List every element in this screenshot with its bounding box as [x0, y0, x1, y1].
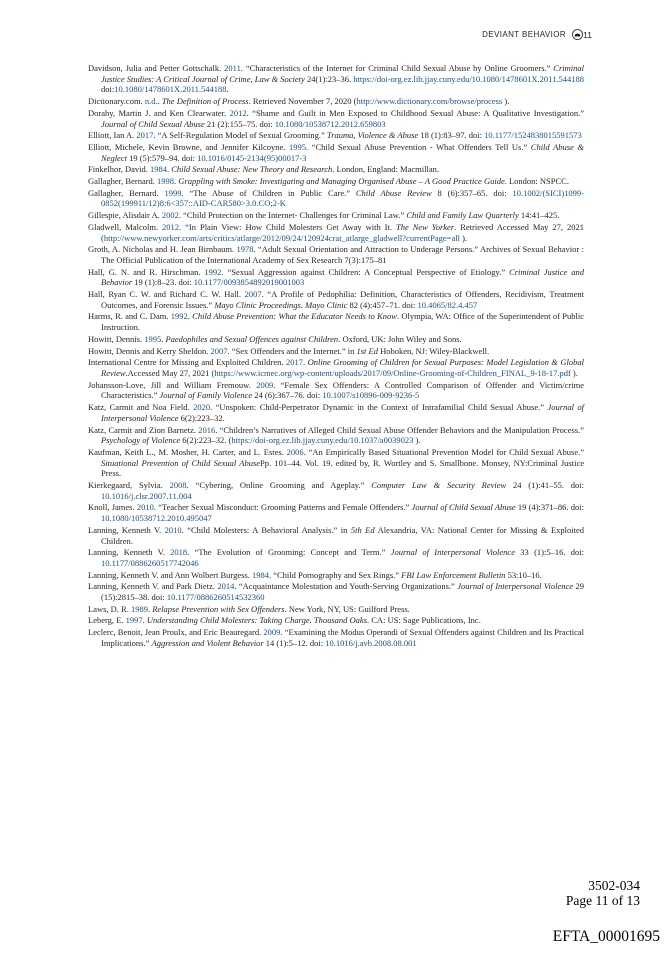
reference-authors: Knoll, James. [88, 502, 137, 513]
reference-text: .Accessed May 27, 2021 ( [125, 367, 215, 378]
journal-title: DEVIANT BEHAVIOR [482, 30, 566, 39]
reference-entry [88, 188, 584, 209]
reference-year-link[interactable]: 1997 [125, 615, 143, 626]
reference-text: . “Characteristics of the Internet for Criminal Child Sexual Abuse by Online Groomers.” [240, 63, 554, 73]
reference-source: Computer Law & Security Review [371, 480, 507, 491]
reference-source: Child Abuse & Neglect [101, 141, 585, 163]
reference-text: . “A Self-Regulation Model of Sexual Grooming.” [153, 130, 327, 141]
reference-link[interactable]: 10.1177/1524838015591573 [484, 130, 582, 141]
reference-text: . “Acquaintance Molestation and Youth-Serving Organizations.” [234, 581, 458, 592]
reference-year-link[interactable]: n.d. [144, 96, 158, 107]
reference-link[interactable]: 10.1016/0145-2134(95)00017-3 [197, 152, 307, 163]
reference-source: Journal of Child Sexual Abuse [101, 118, 205, 129]
reference-source: The Definition of Process [161, 96, 249, 107]
reference-text: 18 (1):83–97. doi: [418, 130, 485, 141]
reference-source: Situational Prevention of Child Sexual Abuse [101, 457, 261, 468]
reference-text: . “Cybering, Online Grooming and Ageplay.” [186, 480, 372, 491]
reference-text: 19 (1):8–23. doi: [132, 277, 194, 288]
reference-text: 53:10–16. [505, 569, 542, 580]
reference-text: . “The Abuse of Children in Public Care.” [181, 187, 356, 198]
reference-entry [88, 615, 584, 626]
reference-text: 24 (1):41–55. doi: [506, 480, 585, 491]
reference-text: . “Child Molesters: A Behavioral Analysis.” in [181, 524, 351, 535]
reference-source: Journal of Interpersonal Violence [457, 581, 574, 592]
reference-source: Trauma, Violence & Abuse [326, 130, 419, 141]
reference-text: . CA: US: Sage Publications, Inc. [367, 615, 481, 626]
reference-entry [88, 222, 584, 243]
reference-entry [88, 581, 584, 602]
reference-authors: International Centre for Missing and Exploited Children. [88, 357, 286, 368]
reference-link[interactable]: 10.1007/s10896-009-9236-5 [322, 390, 420, 401]
reference-text: . “Child Sexual Abuse Prevention - What Offenders Tell Us.” [306, 141, 531, 152]
reference-entry [88, 311, 584, 332]
reference-text: 6(2):223–32. [178, 412, 225, 423]
reference-entry [88, 425, 584, 446]
reference-text: 21 (2):155–75. doi: [204, 118, 275, 129]
reference-text: . [303, 357, 308, 368]
reference-year-link[interactable]: 2012 [229, 107, 247, 118]
reference-source: Paedophiles and Sexual Offences against Children [165, 333, 339, 344]
reference-link[interactable]: https://www.icmec.org/wp-content/uploads/2017/09/Online-Grooming-of-Children_FINAL_9-18-17.pdf [214, 367, 571, 378]
reference-authors: Elliott, Ian A. [88, 130, 137, 141]
reference-text: . [174, 176, 179, 187]
reference-text: . Retrieved November 7, 2020 ( [248, 96, 357, 107]
reference-source: Mayo Clinic Proceedings. Mayo Clinic [214, 299, 348, 310]
reference-year-link[interactable]: 1995 [289, 141, 306, 152]
reference-year-link[interactable]: 2007 [210, 345, 228, 356]
reference-text: Pp. 101–44. Vol. 19. edited by, R. Wortley and S. Smallbone. Monsey, NY:Criminal Justice Press. [101, 457, 584, 479]
reference-source: 1st Ed [356, 345, 378, 356]
reference-source: Child Abuse Prevention: What the Educator Needs to Know [192, 311, 397, 322]
reference-year-link[interactable]: 2007 [244, 289, 262, 300]
reference-text: . New York, NY, US: Guilford Press. [284, 603, 410, 614]
reference-year-link[interactable]: 1992 [170, 311, 188, 322]
reference-authors: Lanning, Kenneth V. and Park Dietz. [88, 581, 218, 592]
reference-authors: Kierkegaard, Sylvia. [88, 480, 170, 491]
reference-text: 24(1):23–36. [304, 73, 354, 84]
reference-authors: Hall, G. N. and R. Hirschman. [88, 266, 205, 277]
reference-authors: Finkelhor, David. [88, 164, 150, 175]
reference-text: . [167, 164, 172, 175]
page-footer [566, 878, 640, 908]
reference-authors: Harms, R. and C. Dam. [88, 311, 171, 322]
reference-text: . [226, 84, 229, 95]
reference-authors: Katz, Carmit and Zion Barnetz. [88, 424, 199, 435]
page-label: Page 11 of 13 [565, 893, 640, 908]
reference-authors: Lanning, Kenneth V. and Ann Wolbert Burgess. [88, 569, 252, 580]
reference-year-link[interactable]: 1984 [251, 569, 269, 580]
reference-text: . “Examining the Modus Operandi of Sexual Offenders against Children and Its Practical Implications.” [101, 627, 585, 648]
reference-entry [88, 380, 584, 401]
reference-authors: Gillespie, Alisdair A. [88, 210, 162, 221]
reference-text: 24 (6):367–76. doi: [252, 390, 323, 401]
reference-entry [88, 164, 584, 175]
reference-link[interactable]: 10.1016/j.clsr.2007.11.004 [101, 490, 192, 501]
reference-source: 5th Ed [350, 524, 375, 535]
reference-text: . [147, 603, 153, 614]
reference-year-link[interactable]: 1989 [130, 603, 148, 614]
reference-text: ). [459, 232, 468, 243]
reference-source: FBI Law Enforcement Bulletin [401, 569, 506, 580]
reference-year-link[interactable]: 2010 [136, 502, 154, 513]
reference-year-link[interactable]: 1998 [157, 176, 175, 187]
reference-text: . “The Evolution of Grooming: Concept and Term.” [187, 547, 391, 558]
reference-year-link[interactable]: 2012 [162, 221, 180, 232]
reference-year-link[interactable]: 2018 [170, 547, 188, 558]
reference-authors: Gladwell, Malcolm. [88, 221, 163, 232]
reference-source: Journal of Interpersonal Violence [101, 402, 584, 423]
reference-text: ). [502, 96, 510, 107]
reference-link[interactable]: 10.1177/0093854892019001003 [193, 277, 305, 288]
reference-authors: Johansson-Love, Jill and William Fremouw. [88, 379, 257, 390]
reference-entry [88, 267, 584, 288]
reference-year-link[interactable]: 2017 [286, 357, 303, 368]
reference-text: . “Sex Offenders and the Internet.” in [227, 345, 357, 356]
reference-authors: Kaufman, Keith L., M. Mosher, H. Carter, and L. Estes. [88, 446, 287, 457]
reference-entry [88, 480, 584, 501]
reference-year-link[interactable]: 2009 [263, 627, 281, 638]
reference-year-link[interactable]: 2016 [198, 424, 216, 435]
reference-authors: Hall, Ryan C. W. and Richard C. W. Hall. [88, 289, 245, 300]
reference-text: 6(2):223–32. ( [180, 435, 232, 446]
reference-text: doi: [101, 84, 115, 95]
reference-source: Child Sexual Abuse: New Theory and Research [171, 164, 333, 175]
reference-year-link[interactable]: 1995 [144, 333, 162, 344]
reference-text: . [161, 333, 166, 344]
reference-entry [88, 570, 584, 581]
reference-text: . London: NSPCC. [504, 176, 569, 187]
reference-year-link[interactable]: 2011 [224, 63, 241, 73]
reference-year-link[interactable]: 2010 [164, 524, 182, 535]
reference-text: 14:41–425. [518, 210, 560, 221]
reference-source: Journal of Family Violence [159, 390, 253, 401]
reference-source: The New Yorker [395, 221, 455, 232]
reference-authors: Howitt, Dennis. [88, 333, 145, 344]
reference-text: Alexandria, VA: National Center for Missing & Exploited Children. [101, 524, 584, 546]
reference-entry [88, 547, 584, 568]
reference-entry [88, 447, 584, 479]
reference-entry [88, 289, 584, 310]
reference-authors: Gallagher, Bernard. [88, 176, 158, 187]
reference-text: . “A Profile of Pedophilia: Definition, Characteristics of Offenders, Recidivism, Treatment Outcomes, and Forensic Issues.” [101, 289, 584, 310]
reference-text: 19 (5):579–94. doi: [126, 152, 198, 163]
reference-link[interactable]: 10.1016/j.avb.2008.08.001 [325, 637, 417, 648]
reference-entry [88, 63, 584, 95]
reference-entry [88, 402, 584, 423]
bates-number: EFTA_00001695 [552, 928, 660, 945]
reference-entry [88, 210, 584, 221]
reference-entry [88, 604, 584, 615]
reference-text: . “Adult Sexual Orientation and Attraction to Underage Persons.” Archives of Sexual Behavior : The Official Publication of the International Academy of Sex Research 7(3):175–81 [101, 244, 584, 265]
reference-year-link[interactable]: 2017 [136, 130, 154, 141]
reference-text: . “Unspoken: Child-Perpetrator Dynamic in the Context of Intrafamilial Child Sexual Abuse.” [210, 402, 548, 413]
reference-text: Hoboken, NJ: Wiley-Blackwell. [377, 345, 490, 356]
reference-text: . [142, 615, 147, 626]
reference-link[interactable]: 10.1080/10538712.2012.659803 [274, 118, 386, 129]
reference-text: . “Sexual Aggression against Children: A Conceptual Perspective of Etiology.” [221, 266, 510, 277]
page-number: 11 [583, 30, 592, 40]
reference-text: . Oxford, UK: John Wiley and Sons. [338, 333, 462, 344]
reference-list [88, 63, 584, 650]
reference-link[interactable]: http://www.dictionary.com/browse/process [356, 96, 503, 107]
reference-text: . “In Plain View: How Child Molesters Get Away with It. [179, 221, 396, 232]
reference-link[interactable]: 10.1177/0886260514532360 [166, 592, 265, 603]
reference-authors: Lanning, Kenneth V. [88, 524, 165, 535]
reference-text: . [157, 96, 162, 107]
reference-text: 82 (4):457–71. doi: [347, 299, 418, 310]
reference-link[interactable]: http://www.newyorker.com/arts/critics/atlarge/2012/09/24/120924crat_atlarge_gladwell?currentPage=all [103, 232, 460, 243]
running-header [0, 30, 672, 46]
reference-text: . “An Empirically Based Situational Prevention Model for Child Sexual Abuse.” [303, 446, 584, 457]
reference-authors: Dorahy, Martin J. and Ken Clearwater. [88, 107, 230, 118]
reference-link[interactable]: 10.1177/0886260517742046 [101, 557, 199, 568]
reference-text: ). [413, 435, 421, 446]
reference-entry [88, 525, 584, 546]
reference-source: Criminal Justice and Behavior [101, 266, 584, 288]
reference-authors: Davidson, Julia and Petter Gottschalk. [88, 63, 225, 73]
reference-text: . “Child Protection on the Internet- Challenges for Criminal Law.” [178, 210, 407, 221]
reference-text: 33 (1):5–16. doi: [514, 547, 584, 558]
reference-source: Criminal Justice Studies: A Critical Journal of Crime, Law & Society [101, 63, 584, 84]
document-code: 3502-034 [588, 878, 640, 893]
reference-year-link[interactable]: 2014 [217, 581, 235, 592]
reference-entry [88, 142, 584, 163]
reference-link[interactable]: https://doi-org.ez.lib.jjay.cuny.edu/10.1037/a0039023 [231, 435, 414, 446]
reference-entry [88, 96, 584, 107]
reference-text: ). [570, 367, 578, 378]
reference-source: Child and Family Law Quarterly [406, 210, 519, 221]
reference-link[interactable]: 10.4065/82.4.457 [417, 299, 478, 310]
reference-entry [88, 627, 584, 648]
reference-text: . [187, 311, 193, 322]
reference-year-link[interactable]: 2006 [286, 446, 304, 457]
reference-authors: Leberg, E. [88, 615, 126, 626]
reference-year-link[interactable]: 1978 [236, 244, 254, 255]
publisher-logo-icon [572, 29, 583, 40]
reference-entry [88, 130, 584, 141]
reference-source: Grappling with Smoke: Investigating and Managing Organised Abuse – A Good Practice Guide [178, 176, 505, 187]
reference-authors: Laws, D. R. [88, 603, 131, 614]
reference-authors: Dictionary.com. [88, 96, 145, 107]
reference-authors: Howitt, Dennis and Kerry Sheldon. [88, 345, 211, 356]
reference-year-link[interactable]: 2002 [161, 210, 179, 221]
reference-link[interactable]: 10.1080/10538712.2010.495047 [101, 513, 212, 524]
reference-text: 8 (6):357–65. doi: [431, 187, 513, 198]
reference-year-link[interactable]: 2020 [193, 402, 211, 413]
reference-link[interactable]: 10.1002/(SICI)1099-0852(199911/12)8:6<357::AID-CAR580>3.0.CO;2-K [101, 187, 584, 209]
reference-entry [88, 244, 584, 265]
reference-year-link[interactable]: 2009 [256, 379, 274, 390]
reference-authors: Groth, A. Nicholas and H. Jean Birnbaum. [88, 244, 237, 255]
reference-entry [88, 346, 584, 357]
reference-text: . “Female Sex Offenders: A Controlled Comparison of Offender and Victim/crime Characteristics.” [101, 379, 585, 401]
reference-entry [88, 334, 584, 345]
reference-source: Psychology of Violence [101, 435, 181, 446]
reference-year-link[interactable]: 1992 [204, 266, 222, 277]
reference-entry [88, 357, 584, 378]
reference-source: Aggression and Violent Behavior [151, 637, 264, 648]
reference-source: Child Abuse Review [355, 187, 432, 198]
reference-text: 14 (1):5–12. doi: [263, 637, 326, 648]
reference-text: . London, England: Macmillan. [332, 164, 439, 175]
reference-entry [88, 502, 584, 523]
reference-link[interactable]: https://doi-org.ez.lib.jjay.cuny.edu/10.1080/1478601X.2011.544188 [353, 73, 584, 84]
reference-authors: Lanning, Kenneth V. [88, 547, 171, 558]
reference-source: Journal of Child Sexual Abuse [411, 502, 516, 513]
reference-authors: Katz, Carmit and Noa Field. [88, 402, 194, 413]
reference-source: Relapse Prevention with Sex Offenders [152, 603, 285, 614]
reference-authors: Gallagher, Bernard. [88, 187, 165, 198]
reference-text: . Retrieved Accessed May 27, 2021 ( [101, 221, 584, 243]
reference-year-link[interactable]: 1999 [164, 187, 182, 198]
reference-authors: Elliott, Michele, Kevin Browne, and Jennifer Kilcoyne. [88, 141, 289, 152]
reference-text: . “Child Pornography and Sex Rings.” [268, 569, 402, 580]
reference-text: 19 (4):371–86. doi: [515, 502, 584, 513]
reference-text: . Olympia, WA: Office of the Superintendent of Public Instruction. [101, 311, 584, 333]
reference-source: Understanding Child Molesters: Taking Charge. Thousand Oaks [146, 615, 368, 626]
reference-text: . “Children’s Narratives of Alleged Child Sexual Abuse Offender Behaviors and the Manipulation Process.” [215, 424, 584, 435]
reference-source: Online Grooming of Children for Sexual Purposes: Model Legislation & Global Review [101, 357, 585, 378]
reference-entry [88, 176, 584, 187]
reference-source: Journal of Interpersonal Violence [390, 547, 515, 558]
reference-link[interactable]: 10.1080/1478601X.2011.544188 [114, 84, 227, 95]
reference-text: . “Teacher Sexual Misconduct: Grooming Patterns and Female Offenders.” [153, 502, 412, 513]
reference-text: 29 (15):2815–38. doi: [101, 581, 584, 603]
reference-authors: Leclerc, Benoit, Jean Proulx, and Eric Beauregard. [88, 627, 264, 638]
reference-year-link[interactable]: 1984 [150, 164, 167, 175]
reference-text: . “Shame and Guilt in Men Exposed to Childhood Sexual Abuse: A Qualitative Investigation.” [246, 107, 584, 118]
reference-entry [88, 108, 584, 129]
reference-year-link[interactable]: 2008 [169, 480, 187, 491]
